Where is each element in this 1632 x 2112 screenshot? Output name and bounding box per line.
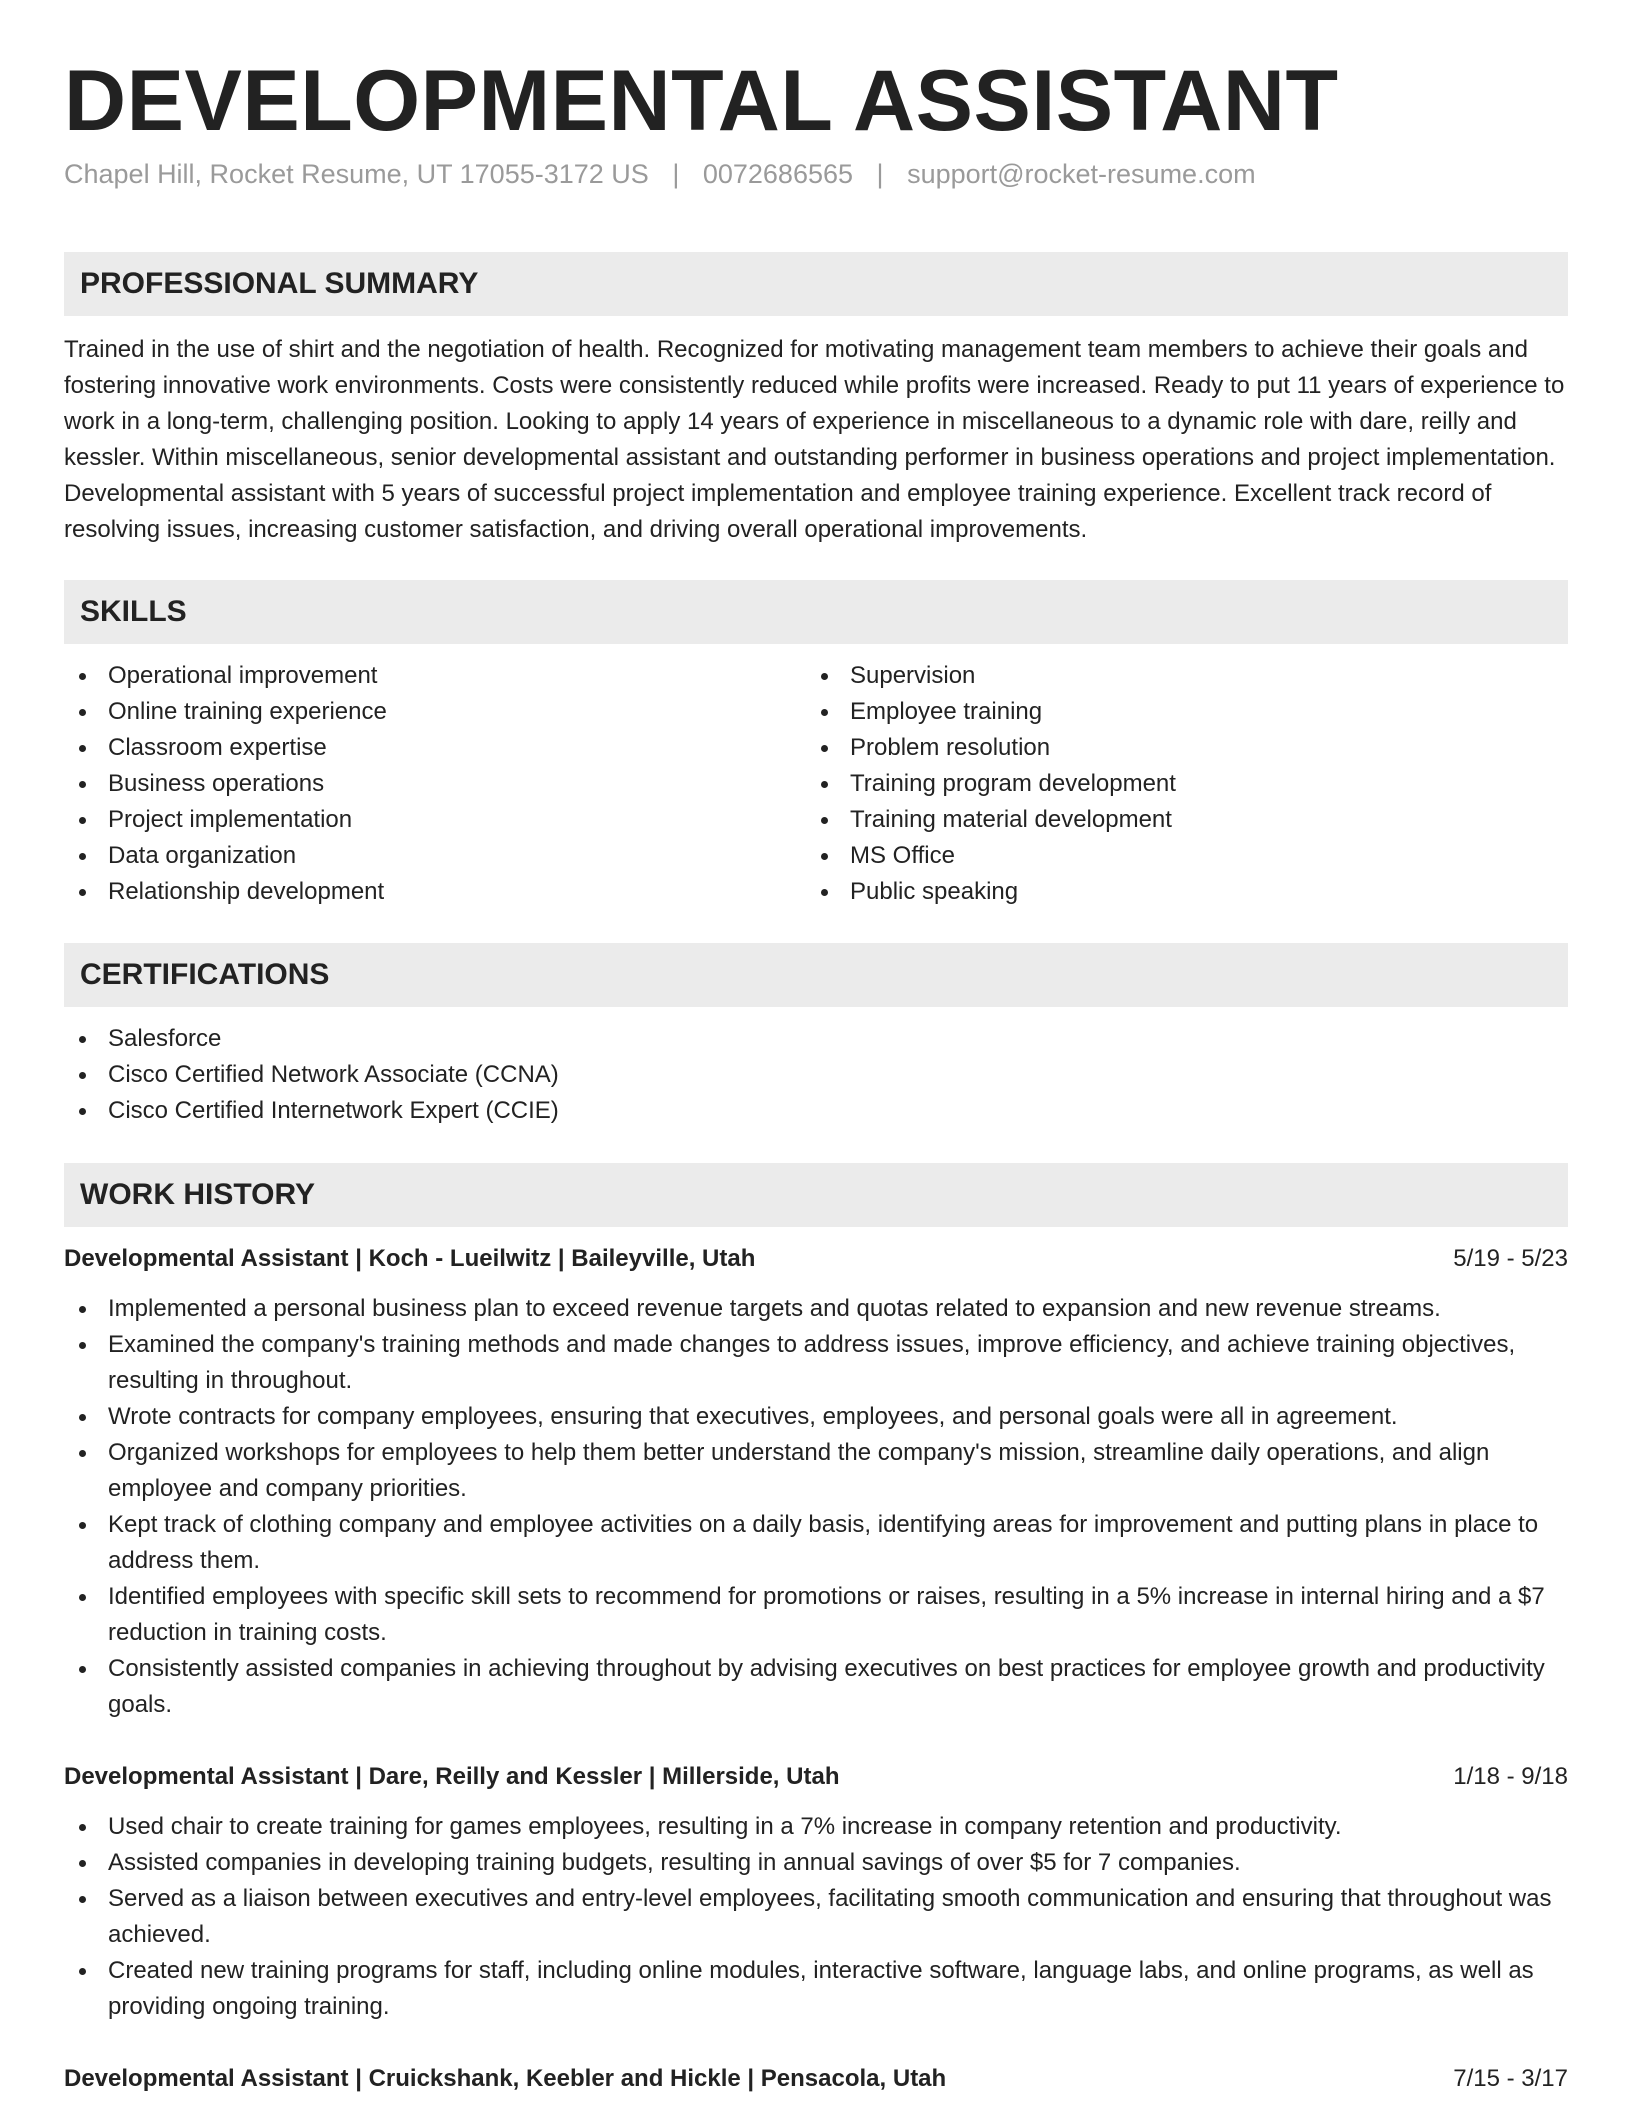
skills-column-left <box>64 658 806 910</box>
certifications-section-header: CERTIFICATIONS <box>64 943 1568 1007</box>
job-entry <box>64 1759 1568 2025</box>
job-bullet: Wrote contracts for company employees, ensuring that executives, employees, and personal goals were all in agreement. <box>64 1399 1568 1435</box>
job-bullet: Assisted companies in developing training budgets, resulting in annual savings of over $5 for 7 companies. <box>64 1845 1568 1881</box>
skill-item: Relationship development <box>64 874 806 910</box>
resume-name: DEVELOPMENTAL ASSISTANT <box>64 53 1339 149</box>
skill-item: Problem resolution <box>806 730 1548 766</box>
contact-separator: | <box>876 158 884 189</box>
job-bullet: Identified employees with specific skill sets to recommend for promotions or raises, resulting in a 5% increase in internal hiring and a $7 reduction in training costs. <box>64 1579 1568 1651</box>
work-history-section-header: WORK HISTORY <box>64 1163 1568 1227</box>
job-title-row <box>64 2061 1568 2097</box>
skill-item: Project implementation <box>64 802 806 838</box>
job-bullet: Used chair to create training for games employees, resulting in a 7% increase in company retention and productivity. <box>64 1809 1568 1845</box>
contact-separator: | <box>672 158 680 189</box>
skill-item: Business operations <box>64 766 806 802</box>
skill-item: Online training experience <box>64 694 806 730</box>
summary-text: Trained in the use of shirt and the negotiation of health. Recognized for motivating management team members to achieve their goals and fostering innovative work environments. Costs were consistently reduced while profits were increased. Ready to put 11 years of experience to work in a long-term, challenging position. Looking to apply 14 years of experience in miscellaneous to a dynamic role with dare, reilly and kessler. Within miscellaneous, senior developmental assistant and outstanding performer in business operations and project implementation. Developmental assistant with 5 years of successful project implementation and employee training experience. Excellent track record of resolving issues, increasing customer satisfaction, and driving overall operational improvements. <box>64 335 1565 543</box>
contact-phone: 0072686565 <box>702 158 854 189</box>
job-title-row <box>64 1759 1568 1795</box>
job-bullet: Organized workshops for employees to help them better understand the company's mission, streamline daily operations, and align employee and company priorities. <box>64 1435 1568 1507</box>
certifications-list <box>64 1021 1568 1129</box>
skills-list-right <box>806 658 1548 910</box>
skills-section-header: SKILLS <box>64 580 1568 644</box>
certification-item: Salesforce <box>64 1021 1568 1057</box>
job-dates: 7/15 - 3/17 <box>1453 2064 1568 2092</box>
skill-item: MS Office <box>806 838 1548 874</box>
skill-item: Data organization <box>64 838 806 874</box>
skill-item: Public speaking <box>806 874 1548 910</box>
skills-column-right <box>806 658 1548 910</box>
job-dates: 5/19 - 5/23 <box>1453 1244 1568 1272</box>
skills-list-left <box>64 658 806 910</box>
job-bullet: Examined the company's training methods and made changes to address issues, improve efficiency, and achieve training objectives, resulting in throughout. <box>64 1327 1568 1399</box>
job-bullet: Served as a liaison between executives and entry-level employees, facilitating smooth communication and ensuring that throughout was achieved. <box>64 1881 1568 1953</box>
skills-grid <box>64 658 1568 910</box>
summary-section-header: PROFESSIONAL SUMMARY <box>64 252 1568 316</box>
skill-item: Classroom expertise <box>64 730 806 766</box>
job-dates: 1/18 - 9/18 <box>1453 1762 1568 1790</box>
job-title: Developmental Assistant | Dare, Reilly and Kessler | Millerside, Utah <box>64 1762 840 1790</box>
resume-page <box>64 0 1568 2097</box>
job-bullet-list <box>64 1291 1568 1723</box>
job-entry <box>64 1241 1568 1723</box>
job-bullet: Consistently assisted companies in achieving throughout by advising executives on best practices for employee growth and productivity goals. <box>64 1651 1568 1723</box>
skill-item: Training program development <box>806 766 1548 802</box>
job-bullet: Kept track of clothing company and employee activities on a daily basis, identifying areas for improvement and putting plans in place to address them. <box>64 1507 1568 1579</box>
job-entry <box>64 2061 1568 2097</box>
job-bullet: Created new training programs for staff, including online modules, interactive software, language labs, and online programs, as well as providing ongoing training. <box>64 1953 1568 2025</box>
job-title: Developmental Assistant | Cruickshank, Keebler and Hickle | Pensacola, Utah <box>64 2064 947 2092</box>
job-title-row <box>64 1241 1568 1277</box>
skill-item: Training material development <box>806 802 1548 838</box>
contact-address: Chapel Hill, Rocket Resume, UT 17055-3172 US <box>64 158 649 189</box>
certification-item: Cisco Certified Internetwork Expert (CCIE) <box>64 1093 1568 1129</box>
job-title: Developmental Assistant | Koch - Lueilwitz | Baileyville, Utah <box>64 1244 756 1272</box>
job-bullet-list <box>64 1809 1568 2025</box>
contact-email: support@rocket-resume.com <box>907 158 1256 189</box>
job-bullet: Implemented a personal business plan to exceed revenue targets and quotas related to expansion and new revenue streams. <box>64 1291 1568 1327</box>
contact-line <box>64 159 1568 190</box>
skill-item: Operational improvement <box>64 658 806 694</box>
certification-item: Cisco Certified Network Associate (CCNA) <box>64 1057 1568 1093</box>
skill-item: Supervision <box>806 658 1548 694</box>
skill-item: Employee training <box>806 694 1548 730</box>
